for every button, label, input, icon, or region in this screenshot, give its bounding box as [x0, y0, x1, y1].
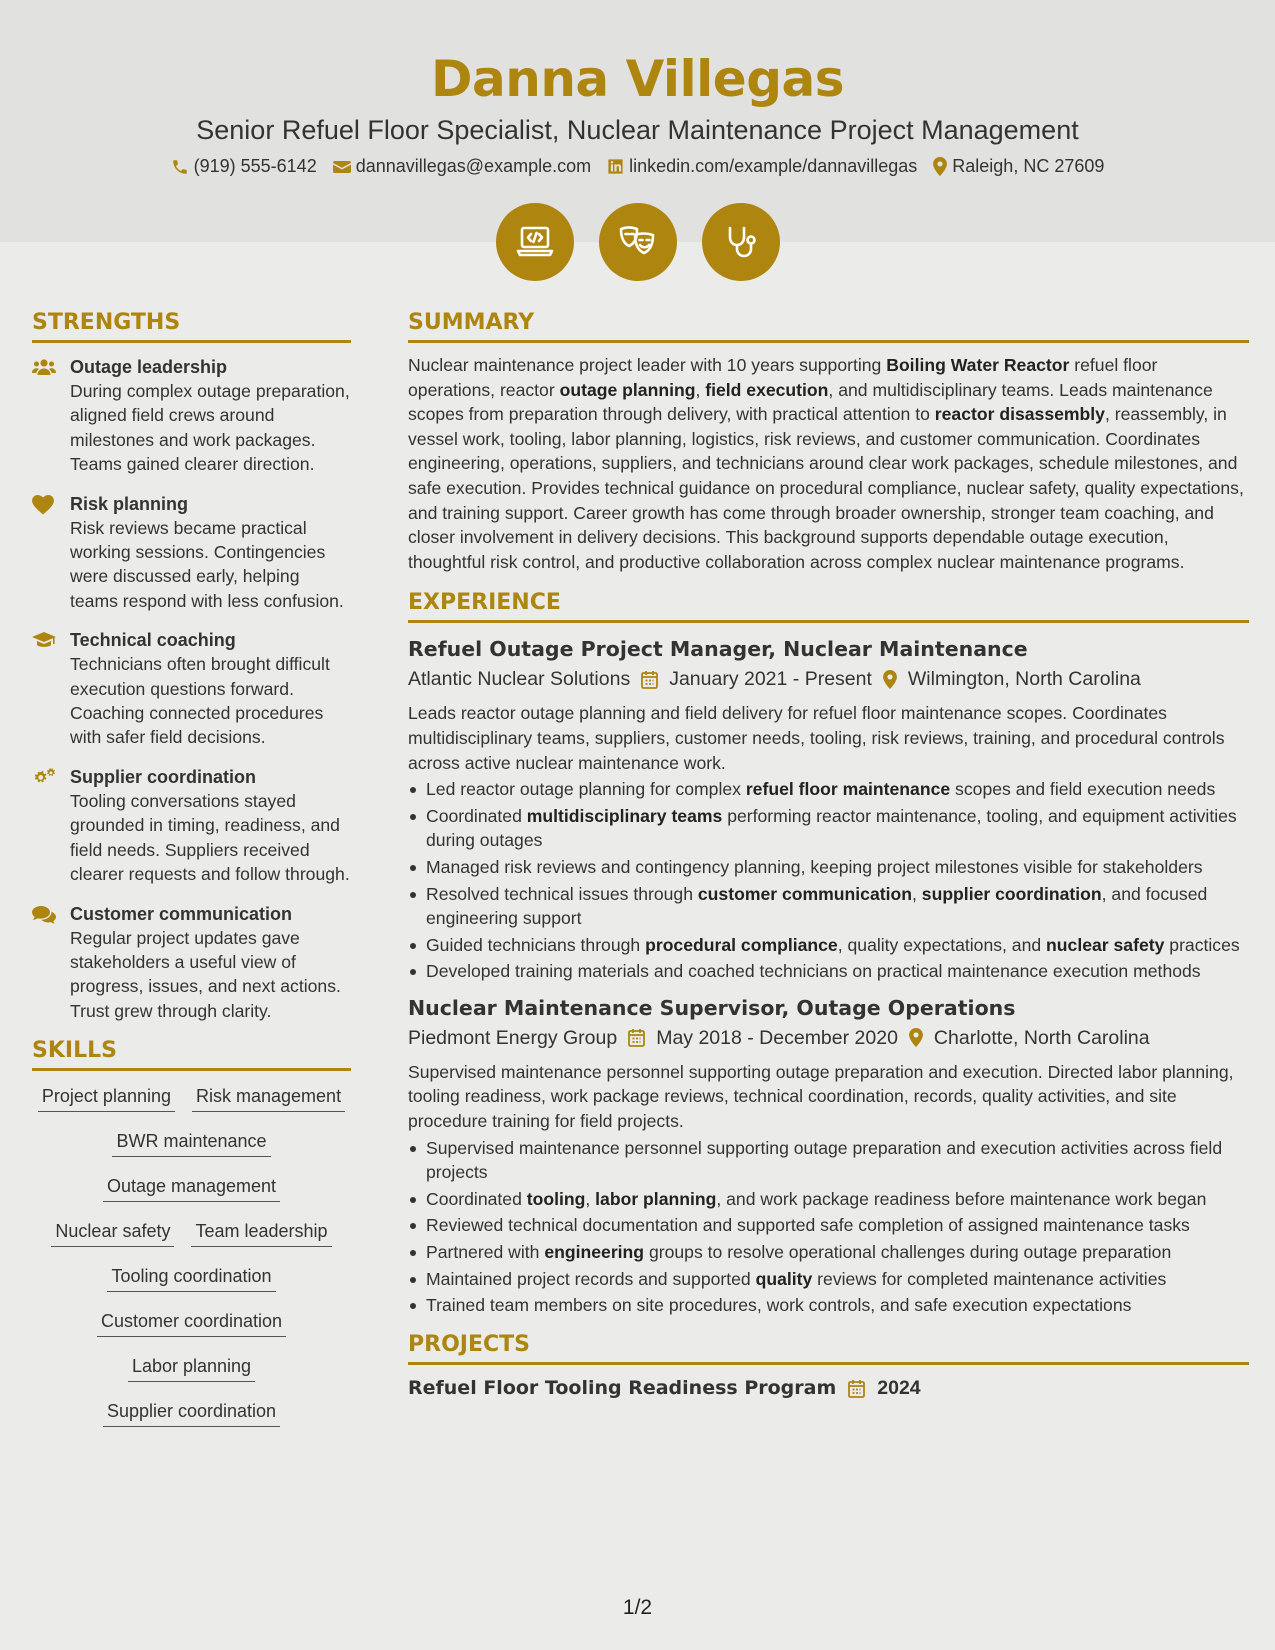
skill-row [32, 1173, 351, 1218]
project-year: 2024 [877, 1376, 921, 1399]
envelope-icon [333, 159, 351, 175]
skill-tag: Team leadership [191, 1218, 331, 1247]
list-item: Trained team members on site procedures, work controls, and safe execution expectations [408, 1293, 1249, 1318]
job-location: Charlotte, North Carolina [933, 1026, 1150, 1049]
skill-row [32, 1083, 351, 1128]
job-description: Supervised maintenance personnel supporting outage preparation and execution. Directed labor planning, tooling readiness, work package reviews, technical coordination, records, quality activities, and site procedure training for field projects. [408, 1061, 1234, 1132]
contact-email[interactable] [333, 156, 591, 177]
linkedin-text[interactable]: linkedin.com/example/dannavillegas [629, 156, 918, 176]
job-title: Nuclear Maintenance Supervisor, Outage Operations [408, 995, 1016, 1020]
badge-stethoscope [702, 203, 780, 281]
list-item: Partnered with engineering groups to resolve operational challenges during outage preparation [408, 1240, 1249, 1265]
strength-desc: During complex outage preparation, aligned field crews around milestones and work packages. Teams gained clearer direction. [70, 381, 350, 475]
job-bullets [408, 1136, 1249, 1318]
summary-heading: SUMMARY [408, 310, 1249, 343]
job-entry [408, 994, 1249, 1318]
skill-tag: Project planning [38, 1083, 175, 1112]
list-item: Coordinated multidisciplinary teams performing reactor maintenance, tooling, and equipment activities during outages [408, 804, 1249, 853]
contact-bar [0, 156, 1275, 177]
job-description: Leads reactor outage planning and field delivery for refuel floor maintenance scopes. Coordinates multidisciplinary teams, suppliers, customer needs, tooling, risk reviews, training, and procedural controls across active nuclear maintenance work. [408, 703, 1225, 773]
skill-tag: Customer coordination [97, 1308, 286, 1337]
job-location: Wilmington, North Carolina [907, 668, 1141, 691]
users-icon [32, 358, 56, 376]
skill-tag: Risk management [192, 1083, 345, 1112]
contact-phone [171, 156, 317, 177]
page-number: 1/2 [622, 1596, 653, 1619]
phone-icon [171, 158, 189, 176]
left-column [32, 310, 351, 1443]
list-item: Resolved technical issues through customer communication, supplier coordination, and focused engineering support [408, 882, 1249, 931]
interest-badges [0, 203, 1275, 281]
candidate-title: Senior Refuel Floor Specialist, Nuclear Maintenance Project Management [196, 115, 1079, 145]
job-meta [408, 663, 1249, 695]
calendar-icon [628, 1028, 645, 1047]
badge-laptop [496, 203, 574, 281]
right-column [408, 310, 1249, 1400]
strengths-heading: STRENGTHS [32, 310, 351, 343]
projects-heading: PROJECTS [408, 1332, 1249, 1365]
strength-desc: Risk reviews became practical working sessions. Contingencies were discussed early, helping teams respond with less confusion. [70, 517, 344, 611]
email-text[interactable]: dannavillegas@example.com [355, 156, 592, 176]
project-name: Refuel Floor Tooling Readiness Program [408, 1377, 837, 1400]
gears-icon [32, 768, 56, 788]
skill-row [32, 1353, 351, 1398]
job-entry [408, 635, 1249, 984]
strength-desc: Technicians often brought difficult execution questions forward. Coaching connected procedures with safer field decisions. [70, 654, 330, 748]
skill-row [32, 1263, 351, 1308]
skill-tag: BWR maintenance [112, 1128, 270, 1157]
theater-masks-icon [617, 223, 659, 261]
laptop-code-icon [515, 224, 555, 260]
list-item: Coordinated tooling, labor planning, and work package readiness before maintenance work began [408, 1187, 1249, 1212]
strength-desc: Tooling conversations stayed grounded in timing, readiness, and field needs. Suppliers received clearer requests and follow through. [70, 790, 350, 885]
map-pin-icon [909, 1028, 923, 1047]
list-item: Guided technicians through procedural compliance, quality expectations, and nuclear safety practices [408, 933, 1249, 958]
list-item: Maintained project records and supported quality reviews for completed maintenance activities [408, 1267, 1249, 1292]
skill-tag: Tooling coordination [107, 1263, 275, 1292]
list-item: Supervised maintenance personnel supporting outage preparation and execution activities across field projects [408, 1136, 1249, 1185]
contact-linkedin[interactable] [607, 156, 917, 177]
contact-location [933, 156, 1104, 177]
summary-text: Nuclear maintenance project leader with 10 years supporting Boiling Water Reactor refuel floor operations, reactor outage planning, field execution, and multidisciplinary teams. Leads maintenance scopes from preparation through delivery, with practical attention to reactor disassembly, reassembly, in vessel work, tooling, labor planning, logistics, risk reviews, and customer communication. Coordinates engineering, operations, suppliers, and technicians around clear work packages, schedule milestones, and safe execution. Provides technical guidance on procedural compliance, nuclear safety, quality expectations, and training support. Career growth has come through broader ownership, stronger team coaching, and closer involvement in delivery decisions. This background supports dependable outage execution, thoughtful risk control, and productive collaboration across complex nuclear maintenance programs. [408, 355, 1244, 572]
job-dates: January 2021 - Present [669, 668, 872, 691]
badge-masks [599, 203, 677, 281]
strength-name: Risk planning [70, 493, 189, 514]
strength-name: Technical coaching [70, 630, 236, 651]
location-text: Raleigh, NC 27609 [952, 156, 1105, 176]
job-title: Refuel Outage Project Manager, Nuclear Maintenance [408, 637, 1028, 662]
skill-tag: Nuclear safety [51, 1218, 174, 1247]
strength-item [32, 355, 351, 477]
list-item: Developed training materials and coached technicians on practical maintenance execution methods [408, 959, 1249, 984]
skill-tag: Outage management [103, 1173, 280, 1202]
strength-name: Outage leadership [70, 357, 228, 377]
skill-tag: Supplier coordination [103, 1398, 280, 1427]
map-pin-icon [883, 670, 897, 689]
experience-heading: EXPERIENCE [408, 590, 1249, 623]
skill-row [32, 1308, 351, 1353]
calendar-icon [848, 1379, 865, 1398]
job-dates: May 2018 - December 2020 [656, 1026, 898, 1049]
comments-icon [32, 905, 56, 924]
list-item: Managed risk reviews and contingency planning, keeping project milestones visible for stakeholders [408, 855, 1249, 880]
strength-item [32, 902, 351, 1024]
job-company: Piedmont Energy Group [408, 1026, 618, 1049]
strength-name: Supplier coordination [70, 766, 257, 787]
calendar-icon [641, 670, 658, 689]
project-entry [408, 1377, 1249, 1400]
skill-row [32, 1398, 351, 1443]
list-item: Reviewed technical documentation and supported safe completion of assigned maintenance tasks [408, 1213, 1249, 1238]
job-bullets [408, 777, 1249, 984]
strength-item [32, 492, 351, 614]
heart-icon [32, 495, 54, 515]
skill-tag: Labor planning [128, 1353, 255, 1382]
candidate-name: Danna Villegas [430, 50, 845, 108]
job-meta [408, 1022, 1249, 1054]
stethoscope-icon [722, 223, 760, 261]
job-company: Atlantic Nuclear Solutions [408, 668, 631, 691]
skills-heading: SKILLS [32, 1038, 351, 1071]
strength-name: Customer communication [70, 903, 293, 924]
skills-list [32, 1083, 351, 1443]
skill-row [32, 1128, 351, 1173]
list-item: Led reactor outage planning for complex refuel floor maintenance scopes and field execution needs [408, 777, 1249, 802]
phone-text: (919) 555-6142 [193, 156, 317, 176]
linkedin-icon [607, 158, 624, 175]
strength-desc: Regular project updates gave stakeholders a useful view of progress, issues, and next actions. Trust grew through clarity. [70, 927, 341, 1021]
graduation-cap-icon [32, 631, 56, 649]
strength-item [32, 765, 351, 887]
strength-item [32, 628, 351, 750]
map-pin-icon [933, 157, 947, 176]
skill-row [32, 1218, 351, 1263]
